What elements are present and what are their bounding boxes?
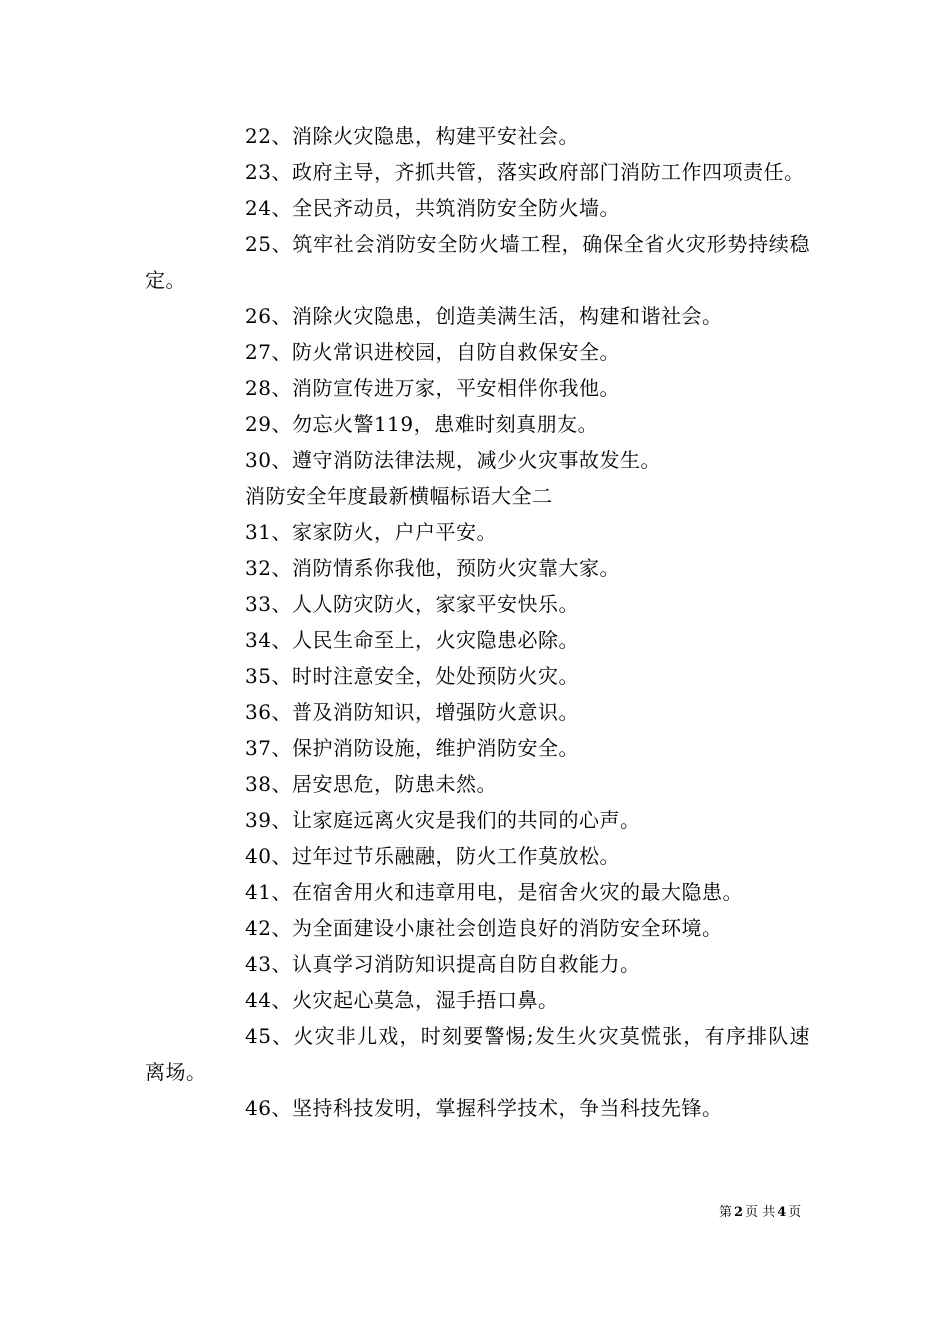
paragraph-30: 30、遵守消防法律法规，减少火灾事故发生。 <box>245 448 661 472</box>
paragraph-25: 25、筑牢社会消防安全防火墙工程，确保全省火灾形势持续稳定。 <box>145 232 810 292</box>
paragraph-38: 38、居安思危，防患未然。 <box>245 772 497 796</box>
paragraph-26: 26、消除火灾隐患，创造美满生活，构建和谐社会。 <box>245 304 723 328</box>
paragraph-34: 34、人民生命至上，火灾隐患必除。 <box>245 628 579 652</box>
paragraph-24: 24、全民齐动员，共筑消防安全防火墙。 <box>245 196 620 220</box>
paragraph-39: 39、让家庭远离火灾是我们的共同的心声。 <box>245 808 641 832</box>
paragraph-40: 40、过年过节乐融融，防火工作莫放松。 <box>245 844 620 868</box>
paragraph-22: 22、消除火灾隐患，构建平安社会。 <box>245 124 579 148</box>
current-page-number: 2 <box>734 1205 744 1220</box>
paragraph-35: 35、时时注意安全，处处预防火灾。 <box>245 664 579 688</box>
paragraph-29: 29、勿忘火警119，患难时刻真朋友。 <box>245 412 599 436</box>
footer-middle: 页 共 <box>745 1205 776 1220</box>
paragraph-31: 31、家家防火，户户平安。 <box>245 520 497 544</box>
total-pages-number: 4 <box>777 1205 787 1220</box>
paragraph-44: 44、火灾起心莫急，湿手捂口鼻。 <box>245 988 559 1012</box>
paragraph-27: 27、防火常识进校园，自防自救保安全。 <box>245 340 620 364</box>
paragraph-42: 42、为全面建设小康社会创造良好的消防安全环境。 <box>245 916 723 940</box>
paragraph-36: 36、普及消防知识，增强防火意识。 <box>245 700 579 724</box>
paragraph-37: 37、保护消防设施，维护消防安全。 <box>245 736 579 760</box>
page-number-footer <box>719 1205 801 1221</box>
paragraph-28: 28、消防宣传进万家，平安相伴你我他。 <box>245 376 620 400</box>
document-body <box>145 118 810 1126</box>
footer-suffix: 页 <box>788 1205 802 1220</box>
footer-prefix: 第 <box>719 1205 733 1220</box>
paragraph-41: 41、在宿舍用火和违章用电，是宿舍火灾的最大隐患。 <box>245 880 743 904</box>
paragraph-23: 23、政府主导，齐抓共管，落实政府部门消防工作四项责任。 <box>245 160 805 184</box>
paragraph-45: 45、火灾非儿戏，时刻要警惕;发生火灾莫慌张，有序排队速离场。 <box>145 1024 810 1084</box>
section-heading: 消防安全年度最新横幅标语大全二 <box>245 484 553 508</box>
paragraph-43: 43、认真学习消防知识提高自防自救能力。 <box>245 952 641 976</box>
paragraph-32: 32、消防情系你我他，预防火灾靠大家。 <box>245 556 620 580</box>
paragraph-33: 33、人人防灾防火，家家平安快乐。 <box>245 592 579 616</box>
paragraph-46: 46、坚持科技发明，掌握科学技术，争当科技先锋。 <box>245 1096 723 1120</box>
